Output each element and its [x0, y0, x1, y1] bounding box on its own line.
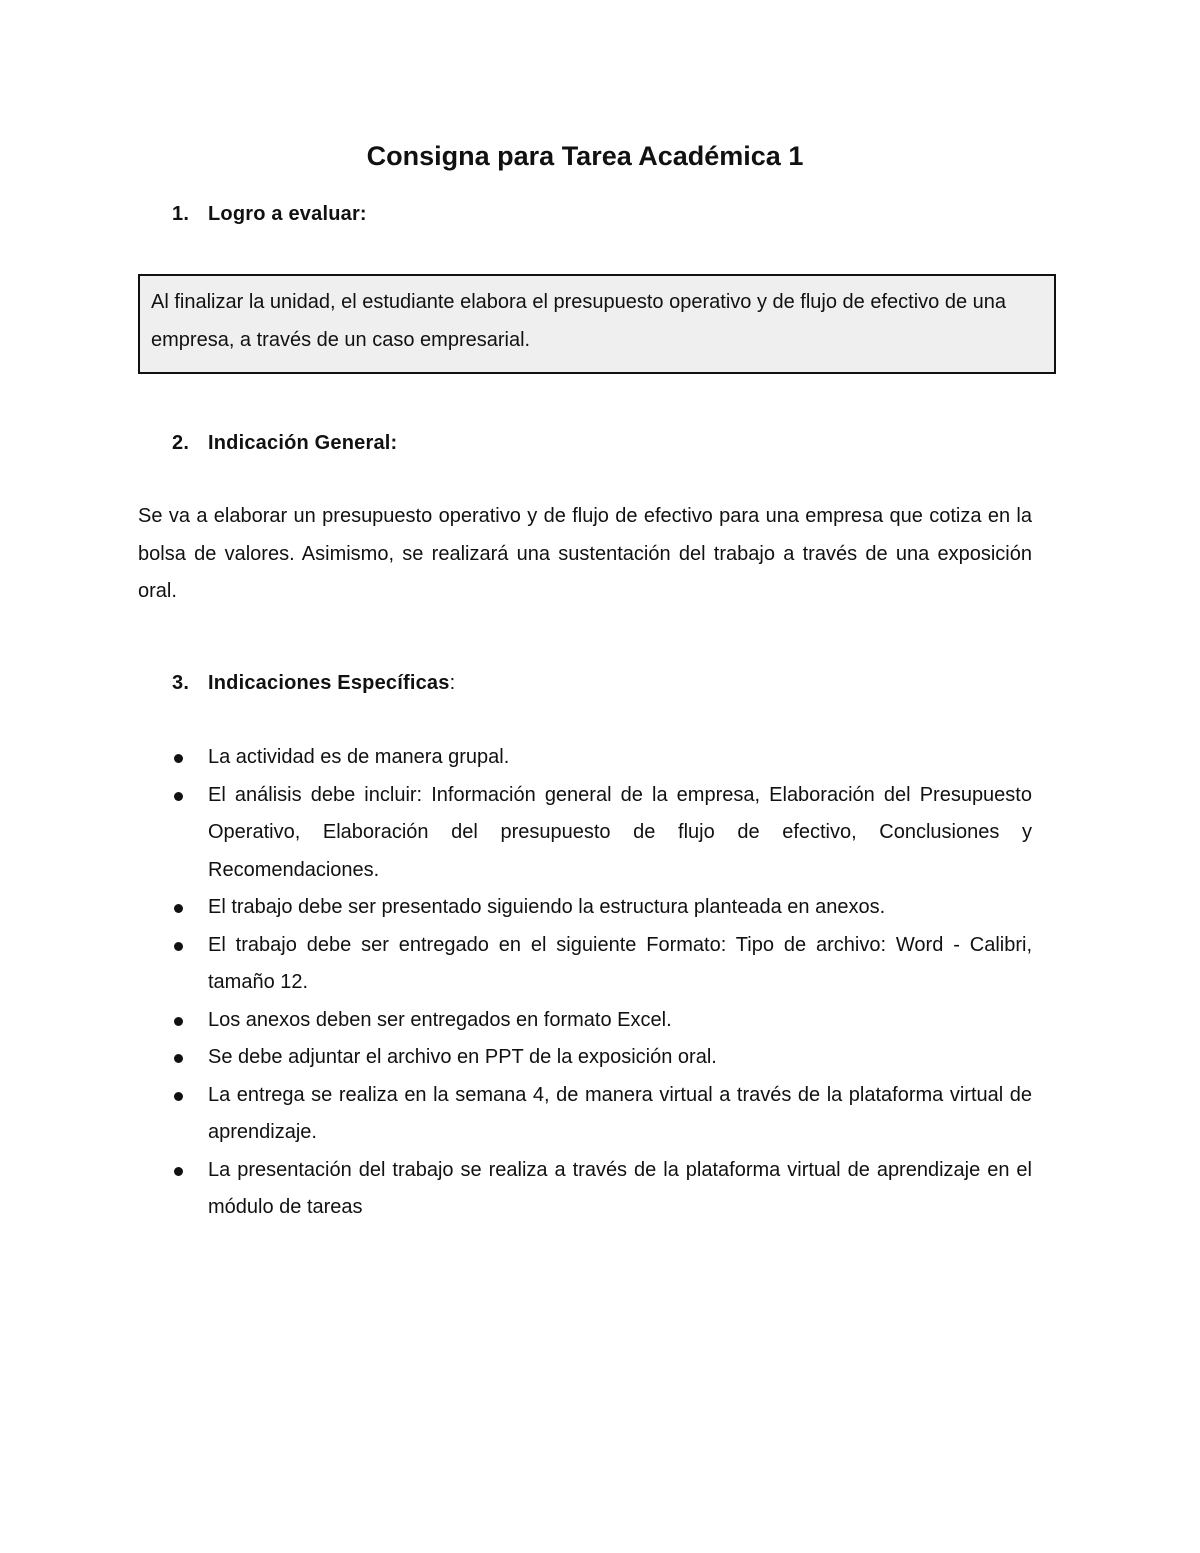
list-item-text: La presentación del trabajo se realiza a través de la plataforma virtual de aprendizaje en el módulo de tareas: [208, 1158, 1032, 1218]
bullet-icon: [174, 1092, 183, 1101]
bullet-icon: [174, 1054, 183, 1063]
list-item-text: El trabajo debe ser entregado en el siguiente Formato: Tipo de archivo: Word - Calibri, tamaño 12.: [208, 933, 1032, 993]
section-heading-suffix: :: [449, 672, 456, 694]
specific-instructions-list: [0, 739, 1200, 1227]
section-heading-text: Indicación General:: [208, 432, 398, 454]
list-item-text: Los anexos deben ser entregados en formato Excel.: [208, 1008, 672, 1031]
list-item: [0, 1002, 1032, 1040]
bullet-icon: [174, 1017, 183, 1026]
list-item: [0, 739, 1032, 777]
logro-box: [138, 274, 1056, 374]
document-title: Consigna para Tarea Académica 1: [366, 141, 804, 171]
logro-text: Al finalizar la unidad, el estudiante elabora el presupuesto operativo y de flujo de efectivo de una empresa, a través de un caso empresarial.: [151, 291, 1007, 351]
list-item: [0, 777, 1032, 890]
list-item-text: El trabajo debe ser presentado siguiendo la estructura planteada en anexos.: [208, 896, 886, 918]
bullet-icon: [174, 792, 183, 801]
section-heading-logro: [172, 200, 367, 228]
section-heading-indicaciones-especificas: [172, 669, 455, 697]
list-item: [0, 1077, 1032, 1152]
list-item-text: La entrega se realiza en la semana 4, de manera virtual a través de la plataforma virtual de aprendizaje.: [208, 1083, 1032, 1143]
list-item-text: El análisis debe incluir: Información general de la empresa, Elaboración del Presupuesto Operativo, Elaboración del presupuesto de flujo de efectivo, Conclusiones y Recomendaciones.: [208, 783, 1032, 881]
bullet-icon: [174, 942, 183, 951]
bullet-icon: [174, 1167, 183, 1176]
section-heading-indicacion-general: [172, 429, 397, 457]
general-paragraph: Se va a elaborar un presupuesto operativo y de flujo de efectivo para una empresa que cotiza en la bolsa de valores. Asimismo, se realizará una sustentación del trabajo a través de una exposición oral.: [138, 505, 1032, 602]
list-item: [0, 1039, 1032, 1077]
section-number: 3.: [172, 672, 190, 694]
section-heading-text: Indicaciones Específicas: [208, 672, 450, 694]
bullet-icon: [174, 904, 183, 913]
list-item: [0, 927, 1032, 1002]
section-number: 1.: [172, 203, 190, 225]
list-item: [0, 889, 1032, 927]
list-item: [0, 1152, 1032, 1227]
bullet-icon: [174, 754, 183, 763]
section-heading-text: Logro a evaluar:: [208, 203, 367, 225]
list-item-text: La actividad es de manera grupal.: [208, 746, 510, 768]
section-number: 2.: [172, 432, 190, 454]
list-item-text: Se debe adjuntar el archivo en PPT de la exposición oral.: [208, 1046, 717, 1068]
